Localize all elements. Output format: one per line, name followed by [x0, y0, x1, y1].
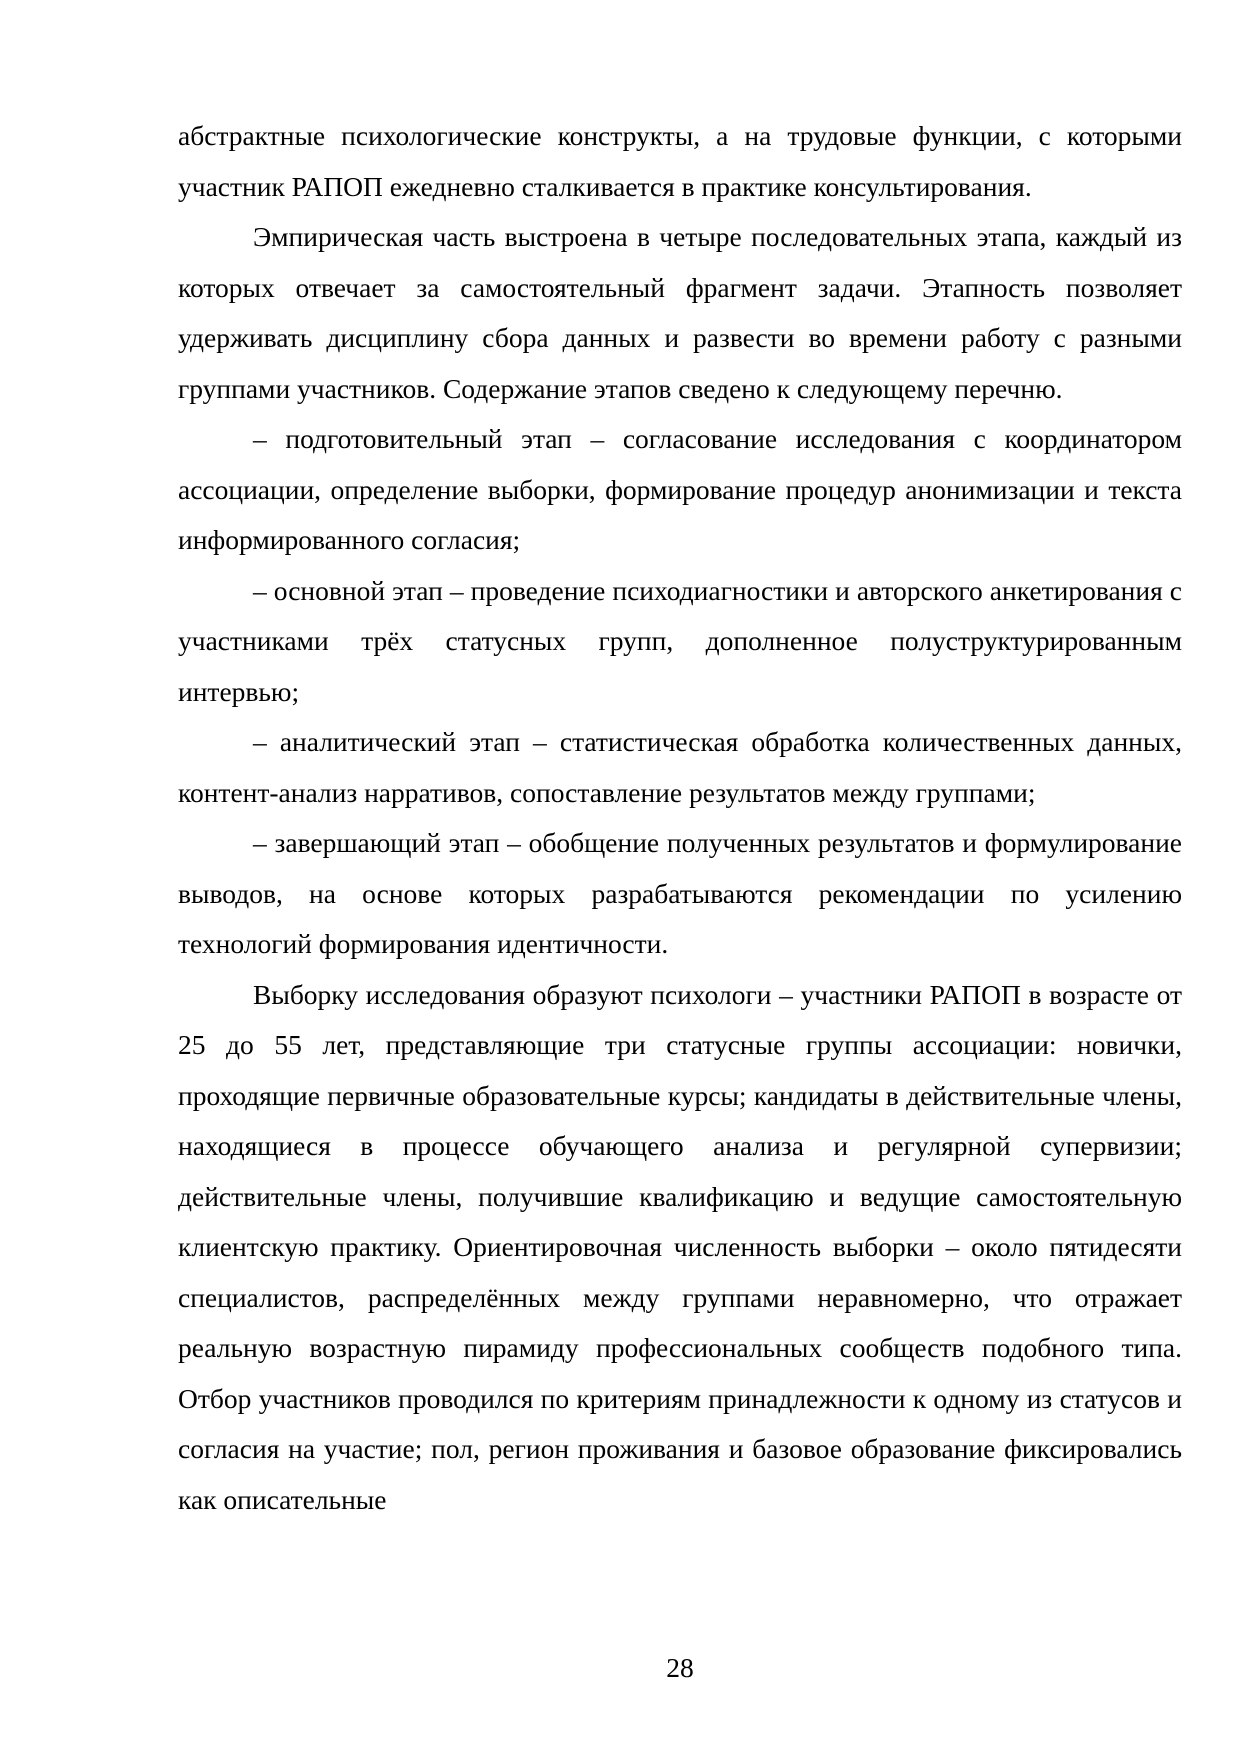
list-item-main-stage: – основной этап – проведение психодиагностики и авторского анкетирования с участниками трёх статусных групп, дополненное полуструктурированным интервью; — [178, 574, 1182, 707]
paragraph-sample: Выборку исследования образуют психологи – участники РАПОП в возрасте от 25 до 55 лет, представляющие три статусные группы ассоциации: новички, проходящие первичные образовательные курсы; кандидаты в действительные члены, находящиеся в процессе обучающего анализа и регулярной супервизии; действительные члены, получившие квалификацию и ведущие самостоятельную клиентскую практику. Ориентировочная численность выборки – около пятидесяти специалистов, распределённых между группами неравномерно, что отражает реальную возрастную пирамиду профессиональных сообществ подобного типа. Отбор участников проводился по критериям принадлежности к одному из статусов и согласия на участие; пол, регион проживания и базовое образование фиксировались как описательные — [178, 978, 1182, 1515]
document-page — [178, 111, 1182, 1525]
paragraph-continuation: абстрактные психологические конструкты, а на трудовые функции, с которыми участник РАПОП ежедневно сталкивается в практике консультирования. — [178, 120, 1182, 202]
list-item-analytical-stage: – аналитический этап – статистическая обработка количественных данных, контент-анализ нарративов, сопоставление результатов между группами; — [178, 726, 1182, 808]
list-item-preparatory-stage: – подготовительный этап – согласование исследования с координатором ассоциации, определение выборки, формирование процедур анонимизации и текста информированного согласия; — [178, 423, 1182, 555]
page-number: 28 — [666, 1652, 694, 1683]
paragraph-empirical-stages: Эмпирическая часть выстроена в четыре последовательных этапа, каждый из которых отвечает за самостоятельный фрагмент задачи. Этапность позволяет удерживать дисциплину сбора данных и развести во времени работу с разными группами участников. Содержание этапов сведено к следующему перечню. — [178, 221, 1182, 404]
list-item-final-stage: – завершающий этап – обобщение полученных результатов и формулирование выводов, на основе которых разрабатываются рекомендации по усилению технологий формирования идентичности. — [178, 827, 1182, 959]
